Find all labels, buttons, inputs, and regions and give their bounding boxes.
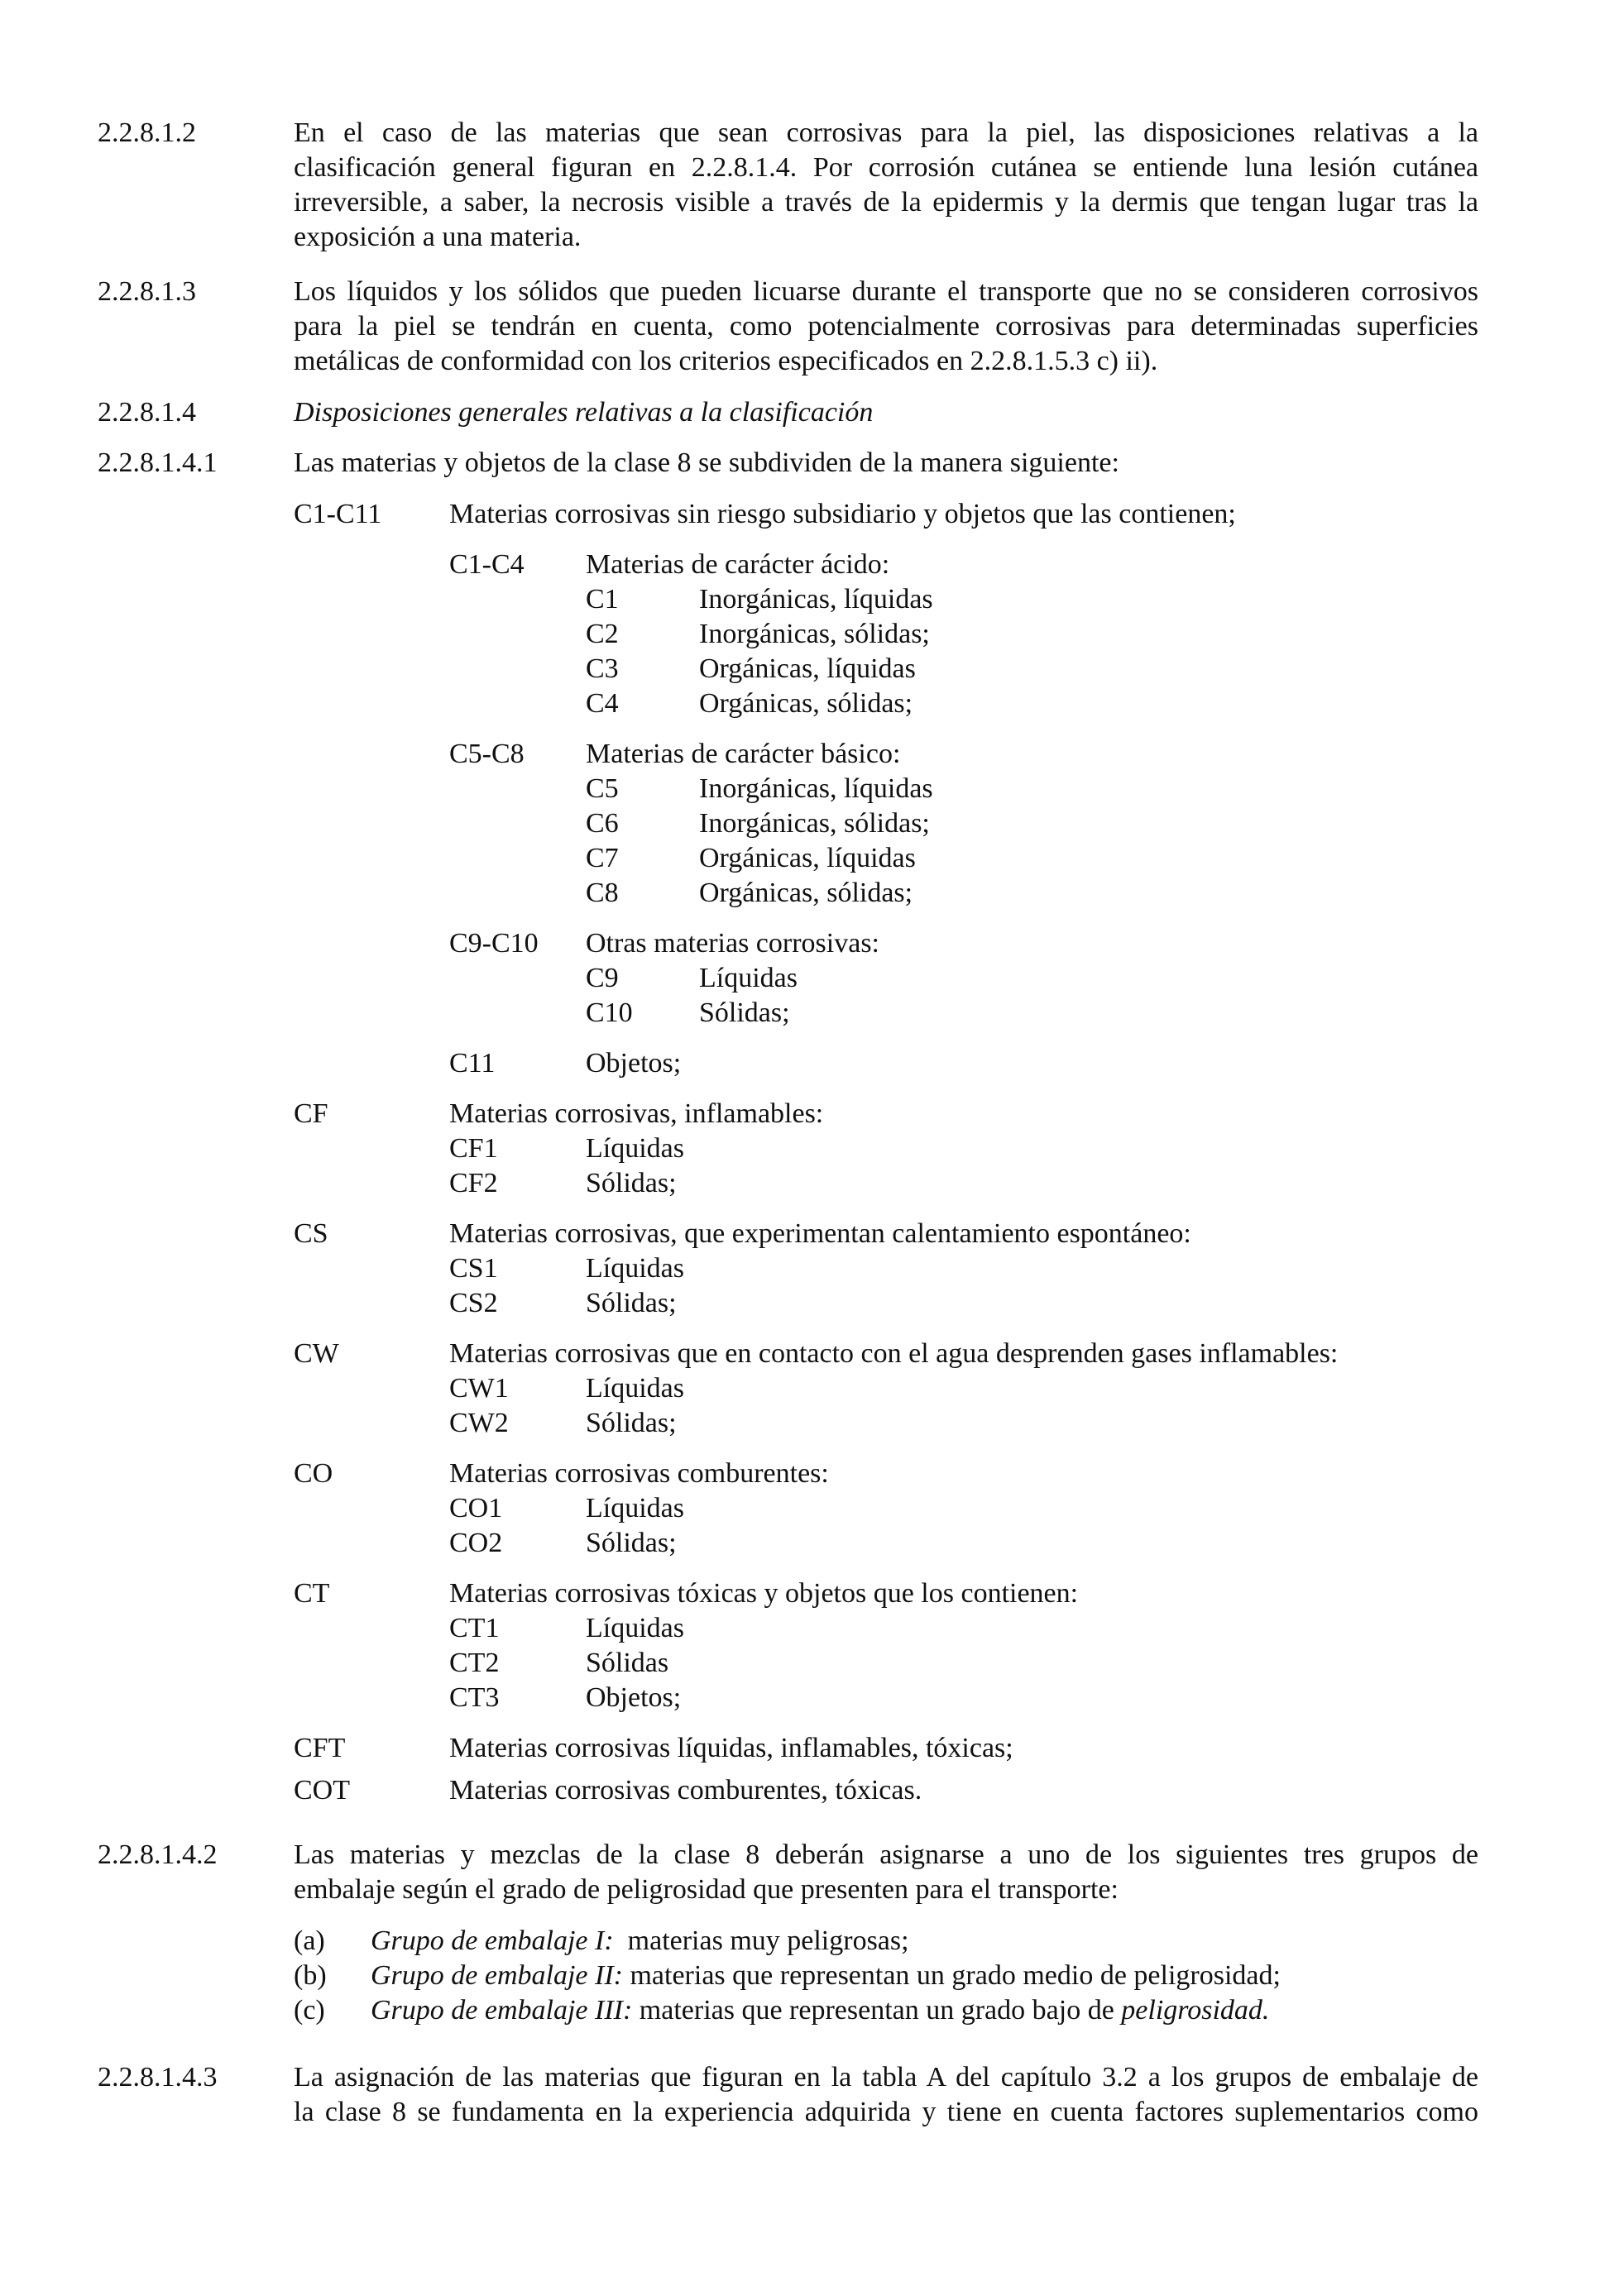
- subclass-code: C5: [586, 773, 619, 804]
- section-number: 2.2.8.1.4.2: [98, 1839, 218, 1870]
- group-code: C11: [449, 1048, 496, 1079]
- subclass-description: Inorgánicas, sólidas;: [699, 808, 930, 839]
- subclass-description: Inorgánicas, líquidas: [699, 773, 933, 804]
- subclass-code: CF1: [449, 1133, 498, 1164]
- subclass-code: CO1: [449, 1493, 503, 1523]
- subclass-description: Objetos;: [586, 1682, 682, 1713]
- paragraph-line: para la piel se tendrán en cuenta, como potencialmente corrosivas para determinadas superficies: [294, 311, 1478, 342]
- subclass-description: Líquidas: [586, 1493, 684, 1523]
- subclass-description: Sólidas;: [586, 1168, 677, 1198]
- list-item: [371, 1993, 1269, 2028]
- packing-group-text: materias que representan un grado bajo de: [632, 1995, 1122, 2026]
- group-code: C9-C10: [449, 928, 539, 959]
- subclass-description: Sólidas: [586, 1648, 669, 1678]
- section-number: 2.2.8.1.4: [98, 397, 196, 428]
- list-item: [371, 1924, 909, 1959]
- packing-group-title: Grupo de embalaje II:: [371, 1960, 623, 1991]
- subclass-description: Orgánicas, sólidas;: [699, 688, 913, 719]
- group-description: Materias de carácter básico:: [586, 739, 901, 769]
- group-description: Materias de carácter ácido:: [586, 549, 890, 580]
- paragraph-line: En el caso de las materias que sean corrosivas para la piel, las disposiciones relativas a la: [294, 117, 1478, 148]
- paragraph-line: la clase 8 se fundamenta en la experiencia adquirida y tiene en cuenta factores suplementarios como: [294, 2097, 1478, 2127]
- packing-group-text: materias muy peligrosas;: [613, 1925, 909, 1956]
- subclass-code: CS2: [449, 1288, 498, 1318]
- section-number: 2.2.8.1.2: [98, 117, 196, 148]
- class-code: COT: [294, 1775, 350, 1806]
- section-heading: [294, 395, 1478, 430]
- class-description: Materias corrosivas comburentes, tóxicas.: [449, 1775, 922, 1806]
- subclass-description: Inorgánicas, líquidas: [699, 584, 933, 615]
- subclass-description: Sólidas;: [699, 997, 790, 1028]
- class-code: CW: [294, 1338, 339, 1369]
- subclass-code: CO2: [449, 1528, 503, 1558]
- subclass-code: C6: [586, 808, 619, 839]
- paragraph-line: Las materias y mezclas de la clase 8 deberán asignarse a uno de los siguientes tres grupos de: [294, 1839, 1478, 1870]
- subclass-description: Líquidas: [699, 963, 798, 993]
- subclass-description: Líquidas: [586, 1613, 684, 1643]
- packing-group-title: Grupo de embalaje I:: [371, 1925, 614, 1956]
- paragraph-line: La asignación de las materias que figuran en la tabla A del capítulo 3.2 a los grupos de embalaje de: [294, 2062, 1478, 2093]
- paragraph-line: embalaje según el grado de peligrosidad que presenten para el transporte:: [294, 1874, 1119, 1905]
- subclass-code: C1: [586, 584, 619, 615]
- class-description: Materias corrosivas tóxicas y objetos que los contienen:: [449, 1578, 1079, 1609]
- subclass-description: Líquidas: [586, 1373, 684, 1404]
- subclass-description: Orgánicas, líquidas: [699, 653, 916, 684]
- class-description: Materias corrosivas, inflamables:: [449, 1098, 824, 1129]
- class-code: CS: [294, 1218, 328, 1249]
- list-label: (a): [294, 1925, 325, 1956]
- section-heading-text: Disposiciones generales relativas a la clasificación: [294, 397, 874, 428]
- packing-group-title: Grupo de embalaje III:: [371, 1995, 633, 2026]
- subclass-description: Sólidas;: [586, 1408, 677, 1438]
- subclass-code: CT2: [449, 1648, 500, 1678]
- section-number: 2.2.8.1.4.1: [98, 447, 218, 478]
- subclass-code: CW1: [449, 1373, 509, 1404]
- subclass-description: Sólidas;: [586, 1528, 677, 1558]
- subclass-code: C2: [586, 619, 619, 649]
- class-description: Materias corrosivas que en contacto con el agua desprenden gases inflamables:: [449, 1338, 1339, 1369]
- subclass-code: CT1: [449, 1613, 500, 1643]
- list-label: (b): [294, 1960, 327, 1991]
- class-code: CFT: [294, 1733, 346, 1763]
- class-code: CT: [294, 1578, 330, 1609]
- section-number: 2.2.8.1.3: [98, 276, 196, 307]
- subclass-code: CT3: [449, 1682, 500, 1713]
- packing-group-tail: peligrosidad.: [1121, 1995, 1270, 2026]
- subclass-description: Líquidas: [586, 1133, 684, 1164]
- class-code: C1-C11: [294, 499, 382, 529]
- paragraph-line: Los líquidos y los sólidos que pueden licuarse durante el transporte que no se consideren corrosivos: [294, 276, 1478, 307]
- subclass-description: Líquidas: [586, 1253, 684, 1284]
- subclass-description: Orgánicas, líquidas: [699, 843, 916, 873]
- subclass-code: C8: [586, 878, 619, 908]
- paragraph-line: clasificación general figuran en 2.2.8.1.4. Por corrosión cutánea se entiende luna lesión cutánea: [294, 152, 1478, 183]
- group-description: Otras materias corrosivas:: [586, 928, 879, 959]
- group-code: C1-C4: [449, 549, 525, 580]
- group-code: C5-C8: [449, 739, 525, 769]
- list-item: [371, 1959, 1281, 1993]
- paragraph-line: Las materias y objetos de la clase 8 se subdividen de la manera siguiente:: [294, 447, 1119, 478]
- class-code: CO: [294, 1458, 333, 1489]
- subclass-code: C10: [586, 997, 633, 1028]
- section-number: 2.2.8.1.4.3: [98, 2062, 218, 2093]
- subclass-code: C3: [586, 653, 619, 684]
- subclass-code: C4: [586, 688, 619, 719]
- paragraph-line: irreversible, a saber, la necrosis visible a través de la epidermis y la dermis que tengan lugar tras la: [294, 187, 1478, 218]
- list-label: (c): [294, 1995, 325, 2026]
- group-description: Objetos;: [586, 1048, 682, 1079]
- class-description: Materias corrosivas comburentes:: [449, 1458, 829, 1489]
- class-description: Materias corrosivas sin riesgo subsidiario y objetos que las contienen;: [449, 499, 1236, 529]
- paragraph-line: metálicas de conformidad con los criterios especificados en 2.2.8.1.5.3 c) ii).: [294, 346, 1158, 376]
- subclass-description: Sólidas;: [586, 1288, 677, 1318]
- class-description: Materias corrosivas, que experimentan calentamiento espontáneo:: [449, 1218, 1191, 1249]
- subclass-code: CF2: [449, 1168, 498, 1198]
- subclass-description: Inorgánicas, sólidas;: [699, 619, 930, 649]
- subclass-code: C9: [586, 963, 619, 993]
- subclass-description: Orgánicas, sólidas;: [699, 878, 913, 908]
- packing-group-text: materias que representan un grado medio de peligrosidad;: [622, 1960, 1281, 1991]
- class-code: CF: [294, 1098, 328, 1129]
- class-description: Materias corrosivas líquidas, inflamables, tóxicas;: [449, 1733, 1013, 1763]
- subclass-code: CW2: [449, 1408, 509, 1438]
- subclass-code: CS1: [449, 1253, 498, 1284]
- subclass-code: C7: [586, 843, 619, 873]
- paragraph-line: exposición a una materia.: [294, 222, 582, 252]
